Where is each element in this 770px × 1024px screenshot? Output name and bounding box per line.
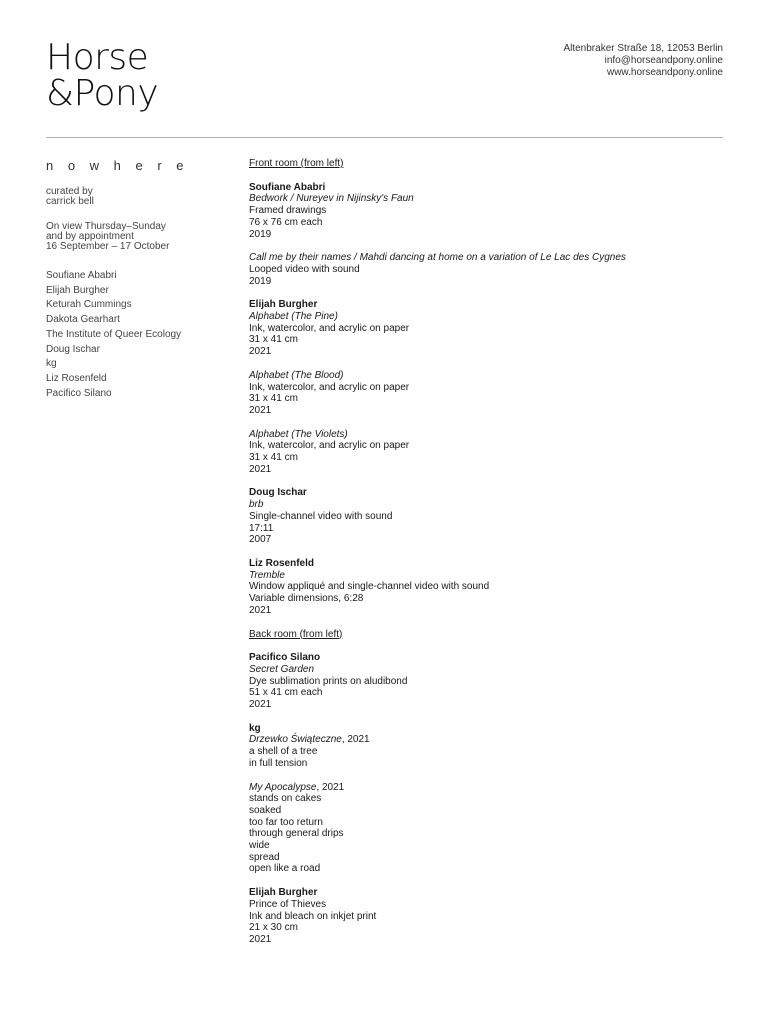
work-entry [249, 723, 719, 770]
on-view-appointment: and by appointment [46, 231, 134, 242]
sidebar [46, 158, 231, 401]
artist-name: Doug Ischar [249, 487, 307, 499]
horse-and-pony-logo [46, 37, 159, 114]
artist-name: kg [249, 722, 261, 734]
work-text-line: too far too return [249, 816, 323, 828]
work-text-line: wide [249, 840, 270, 852]
work-title: Tremble [249, 569, 285, 581]
work-entry [249, 252, 719, 287]
work-year: , 2021 [341, 734, 370, 746]
on-view-info [46, 222, 231, 252]
work-dimensions: 21 x 30 cm [249, 922, 298, 934]
work-entry [249, 487, 719, 546]
work-medium: Ink, watercolor, and acrylic on paper [249, 440, 410, 452]
work-year: 2021 [249, 346, 272, 358]
on-view-days: On view Thursday–Sunday [46, 221, 166, 232]
work-title: Alphabet (The Blood) [249, 369, 344, 381]
exhibition-dates: 16 September – 17 October [46, 241, 170, 252]
artist-list-item: Elijah Burgher [46, 284, 109, 296]
back-room-heading: Back room (from left) [249, 628, 343, 640]
work-title: Call me by their names / Mahdi dancing at home on a variation of Le Lac des Cygnes [249, 252, 626, 264]
artist-name: Elijah Burgher [249, 887, 318, 899]
work-title: Alphabet (The Violets) [249, 428, 348, 440]
work-duration: 17:11 [249, 522, 274, 534]
work-title: Prince of Thieves [249, 898, 327, 910]
work-medium: Looped video with sound [249, 263, 360, 275]
work-text-line: open like a road [249, 863, 321, 875]
work-entry [249, 558, 719, 617]
artist-list-item: Liz Rosenfeld [46, 372, 107, 384]
front-room-heading: Front room (from left) [249, 158, 344, 169]
artist-list-item: Keturah Cummings [46, 299, 132, 311]
work-entry [249, 652, 719, 711]
artist-list-item: kg [46, 358, 57, 370]
curator-name: carrick bell [46, 196, 94, 207]
logo-line-horse: Horse [46, 37, 149, 78]
work-text-line: through general drips [249, 828, 344, 840]
work-year: 2021 [249, 604, 272, 616]
header-divider [46, 137, 723, 138]
work-title: brb [249, 499, 264, 511]
website-link[interactable]: www.horseandpony.online [606, 67, 723, 78]
work-dimensions: 51 x 41 cm each [249, 687, 323, 699]
artist-name: Elijah Burgher [249, 299, 318, 311]
work-year: 2021 [249, 933, 272, 945]
work-dimensions: 31 x 41 cm [249, 393, 298, 405]
work-medium: Ink, watercolor, and acrylic on paper [249, 322, 410, 334]
work-medium: Dye sublimation prints on aludibond [249, 675, 408, 687]
artist-name: Pacifico Silano [249, 652, 321, 664]
work-medium: Ink and bleach on inkjet print [249, 910, 377, 922]
work-dimensions: Variable dimensions, 6:28 [249, 593, 364, 605]
work-title: My Apocalypse [249, 781, 317, 793]
work-entry [249, 299, 719, 358]
artist-list-item: Pacifico Silano [46, 387, 112, 399]
work-text-line: spread [249, 851, 280, 863]
work-title: Bedwork / Nureyev in Nijinsky's Faun [249, 193, 414, 205]
work-dimensions: 31 x 41 cm [249, 334, 298, 346]
curated-label: curated by [46, 186, 93, 197]
artist-list-item: Dakota Gearhart [46, 314, 120, 326]
checklist [249, 158, 719, 958]
work-year: 2021 [249, 699, 272, 711]
work-title-line [249, 782, 719, 794]
work-title: Alphabet (The Pine) [249, 311, 338, 323]
work-text-line: in full tension [249, 757, 308, 769]
curated-by [46, 187, 231, 207]
artist-name: Liz Rosenfeld [249, 557, 315, 569]
work-entry [249, 182, 719, 241]
logo-line-pony: &Pony [46, 73, 159, 114]
work-medium: Framed drawings [249, 205, 327, 217]
address: Altenbraker Straße 18, 12053 Berlin [563, 43, 723, 54]
work-text-line: stands on cakes [249, 793, 322, 805]
work-year: 2019 [249, 228, 272, 240]
work-title: Drzewko Świąteczne [249, 734, 342, 746]
work-year: , 2021 [316, 781, 345, 793]
work-entry [249, 429, 719, 476]
artist-list-item: Doug Ischar [46, 343, 100, 355]
work-dimensions: 76 x 76 cm each [249, 216, 323, 228]
artist-list-item: The Institute of Queer Ecology [46, 328, 182, 340]
work-medium: Single-channel video with sound [249, 510, 393, 522]
show-title: n o w h e r e [46, 158, 190, 173]
work-entry [249, 370, 719, 417]
work-year: 2021 [249, 463, 272, 475]
work-text-line: soaked [249, 804, 282, 816]
work-medium: Window appliqué and single-channel video with sound [249, 581, 490, 593]
artist-list [46, 269, 231, 401]
work-medium: Ink, watercolor, and acrylic on paper [249, 381, 410, 393]
artist-list-item: Soufiane Ababri [46, 270, 117, 281]
work-text-line: a shell of a tree [249, 746, 318, 758]
work-entry [249, 887, 719, 946]
contact-block [563, 43, 723, 79]
work-entry [249, 782, 719, 876]
email-link[interactable]: info@horseandpony.online [604, 55, 723, 66]
work-year: 2019 [249, 275, 272, 287]
work-title: Secret Garden [249, 663, 315, 675]
work-year: 2007 [249, 534, 272, 546]
artist-name: Soufiane Ababri [249, 181, 326, 193]
work-year: 2021 [249, 404, 272, 416]
work-title-line [249, 734, 719, 746]
work-dimensions: 31 x 41 cm [249, 452, 298, 464]
